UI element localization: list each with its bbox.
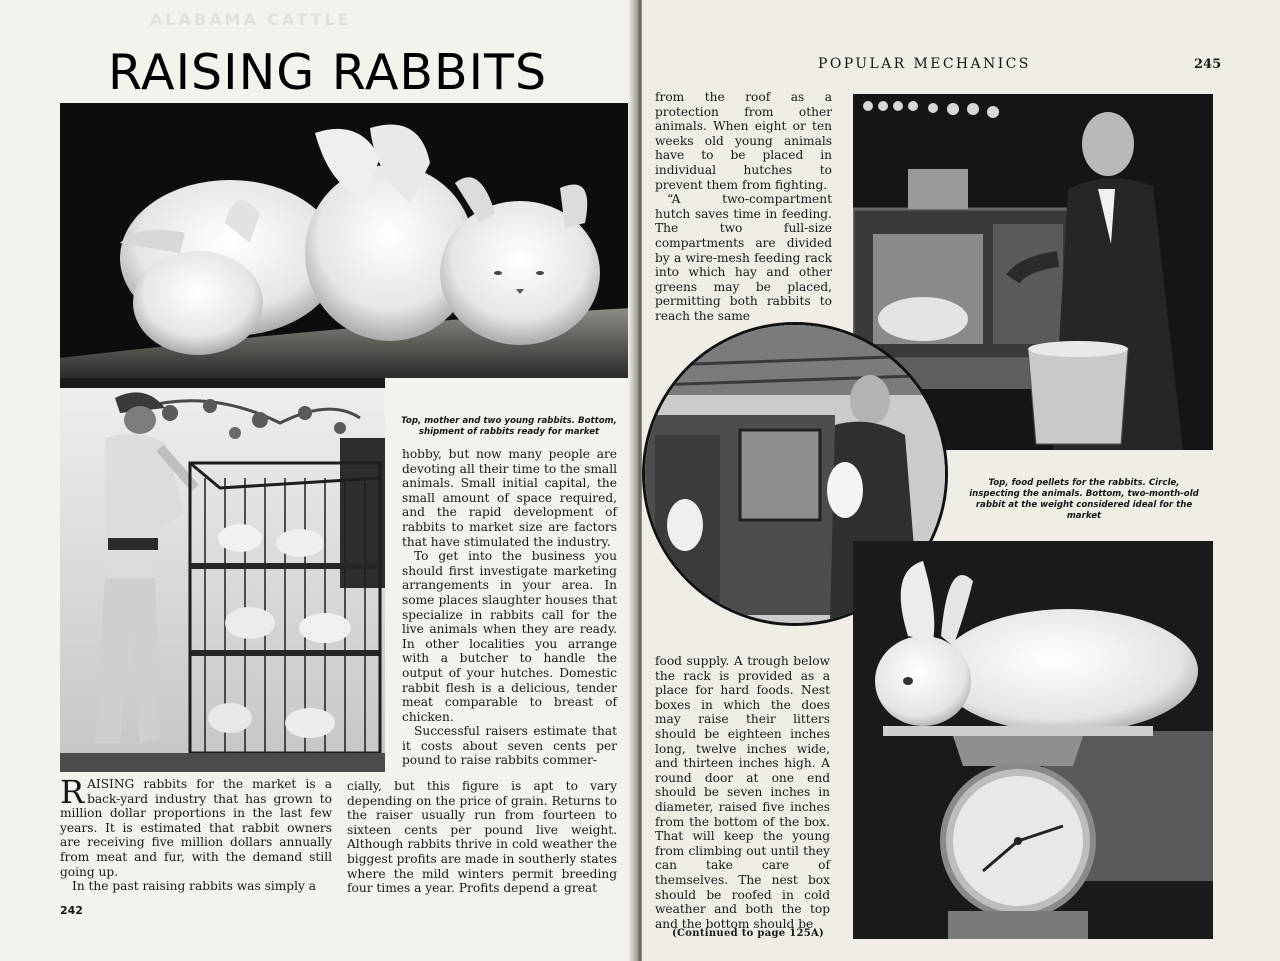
paragraph: food supply. A trough below the rack is provided as a place for hard foods. Nest boxes in which the does may raise their litters should be eighteen inches long, twelve inches wide, and thirteen inches high. A round door at one end should be seven inches in diameter, raised five inches from the bottom of the box. That will keep the young from climbing out until they can take care of themselves. The nest box should be roofed in cold weather and both the top and the bottom should be (655, 654, 830, 931)
left-column-2-lower (347, 779, 617, 896)
drop-cap: R (60, 773, 85, 811)
paragraph: Successful raisers estimate that it costs about seven cents per pound to raise rabbits commer- (402, 724, 617, 768)
continued-note: (Continued to page 125A) (672, 928, 825, 939)
paragraph: To get into the business you should first investigate marketing arrangements in your area. In some places slaughter houses that specialize in rabbits call for the live animals when they are ready. In other localities you arrange with a butcher to handle the output of your hutches. Domestic rabbit flesh is a delicious, tender meat comparable to breast of chicken. (402, 549, 617, 724)
rabbit-on-scale-photo (853, 541, 1213, 939)
right-page (642, 0, 1280, 961)
rabbit-shipment-photo (60, 378, 385, 772)
paragraph: AISING rabbits for the market is a back-yard industry that has grown to million dollar proportions in the last few years. It is estimated that rabbit owners are receiving five million dollars annually from meat and fur, with the demand still going up. (60, 777, 332, 879)
paragraph: from the roof as a protection from other animals. When eight or ten weeks old young animals have to be placed in individual hutches to prevent them from fighting. (655, 90, 832, 192)
right-column-upper (655, 90, 832, 324)
paragraph: hobby, but now many people are devoting all their time to the small animals. Small initial capital, the small amount of space required, and the rapid development of rabbits to market size are factors that have stimulated the industry. (402, 447, 617, 549)
paragraph: In the past raising rabbits was simply a (72, 879, 317, 894)
left-column-2-upper (402, 447, 617, 768)
page-number: 245 (1194, 57, 1222, 72)
page-number: 242 (60, 904, 83, 917)
paragraph: “A two-compartment hutch saves time in feeding. The two full-size compartments are divided by a wire-mesh feeding rack into which hay and other greens may be placed, permitting both rabbits to reach the same (655, 192, 832, 323)
right-column-lower (655, 654, 830, 931)
right-photo-caption: Top, food pellets for the rabbits. Circle, inspecting the animals. Bottom, two-month-old rabbit at the weight considered ideal for the market (969, 478, 1199, 521)
headline: RAISING RABBITS (108, 44, 548, 101)
left-photo-caption: Top, mother and two young rabbits. Bottom, shipment of rabbits ready for market (401, 416, 617, 437)
running-head: POPULAR MECHANICS (818, 56, 1031, 72)
mother-and-young-rabbits-photo (60, 103, 632, 378)
bleed-through-text: ALABAMA CATTLE (150, 10, 352, 29)
paragraph: cially, but this figure is apt to vary depending on the price of grain. Returns to the raiser usually run from fourteen to sixteen cents per pound live weight. Although rabbits thrive in cold weather the biggest profits are made in southerly states where the mild winters permit breeding four times a year. Profits depend a great (347, 779, 617, 896)
left-page (0, 0, 638, 961)
left-column-1 (60, 773, 332, 894)
